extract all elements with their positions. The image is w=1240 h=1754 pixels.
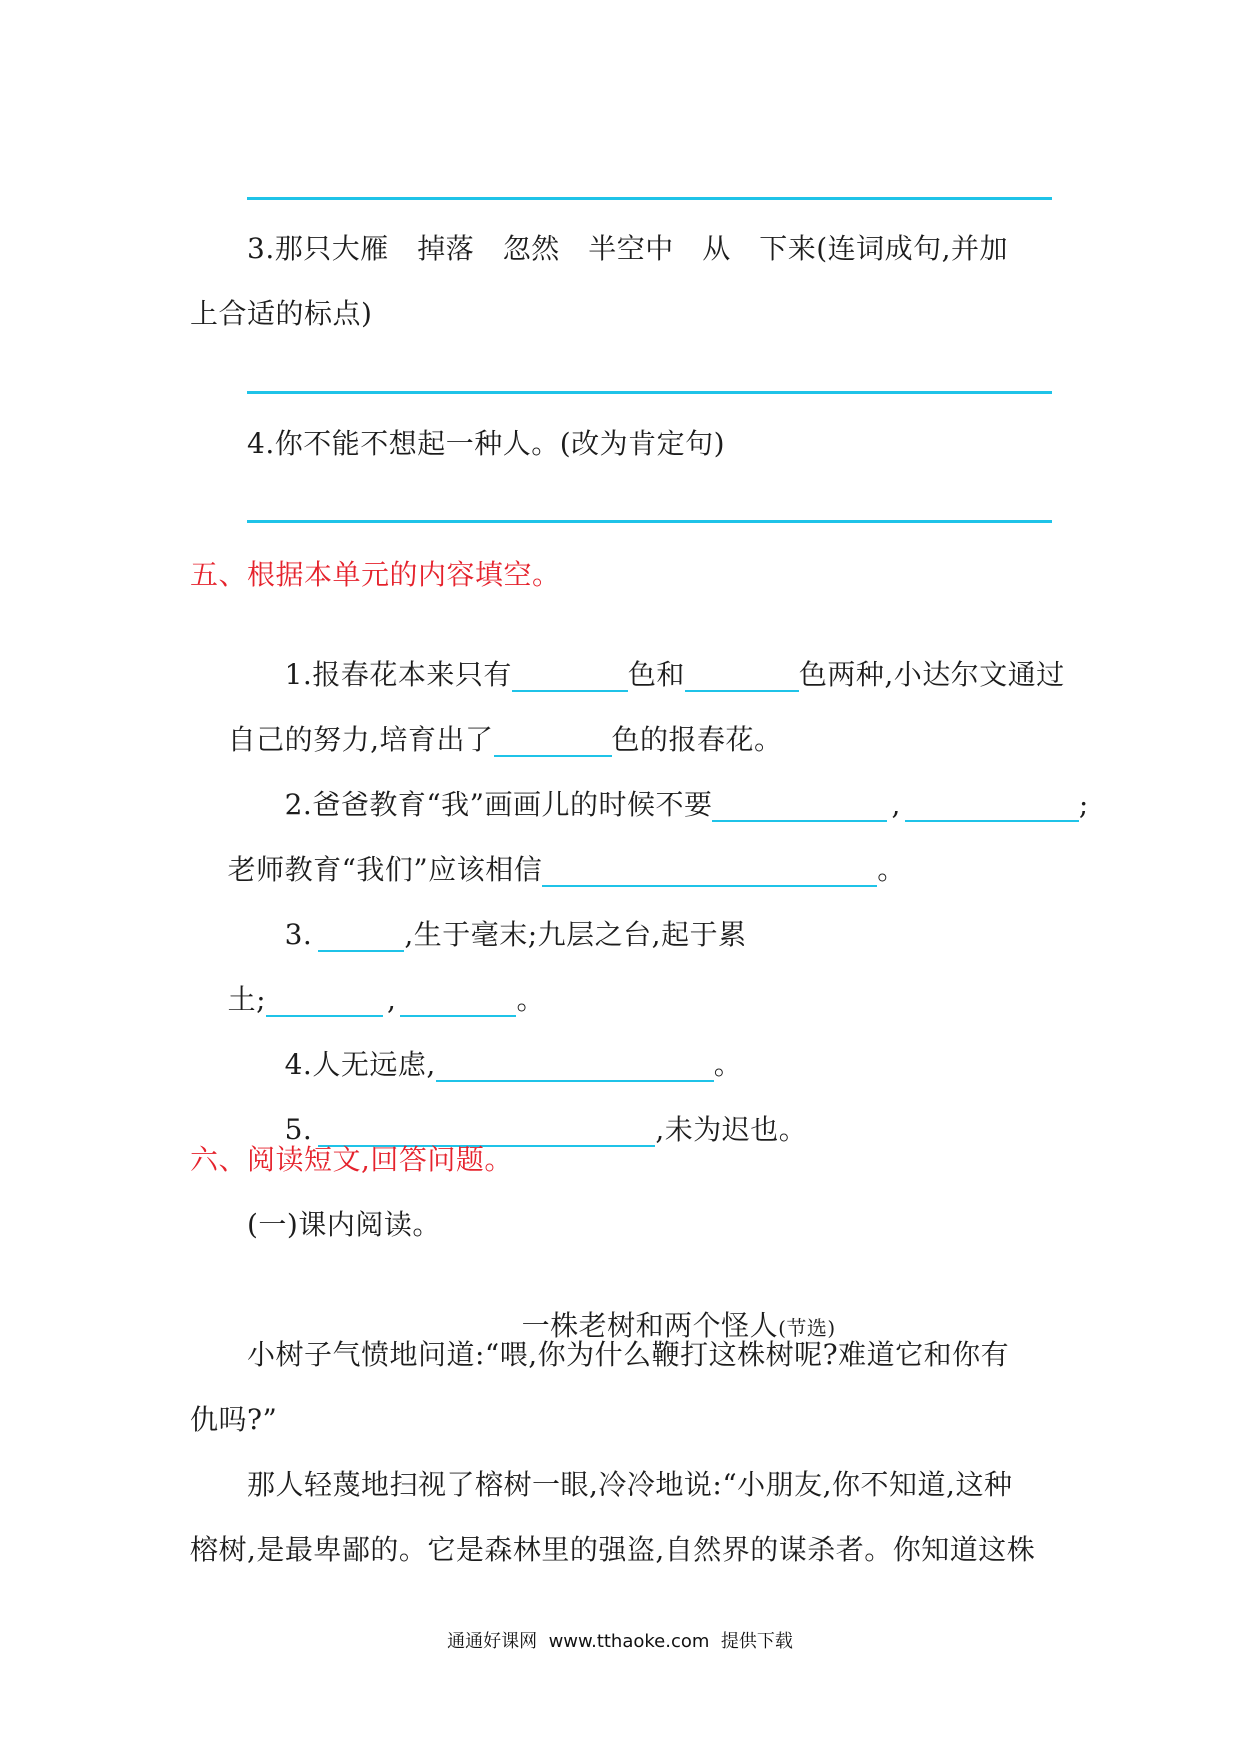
passage-line: 小树子气愤地问道:“喂,你为什么鞭打这株树呢?难道它和你有	[247, 1338, 1010, 1371]
fill-question-1-line-1	[247, 621, 1065, 691]
answer-line	[247, 520, 1052, 523]
passage-title	[484, 1272, 836, 1342]
question-text: ,生于毫末;九层之台,起于累	[404, 918, 747, 951]
section-6-heading: 六、阅读短文,回答问题。	[190, 1143, 513, 1176]
fill-question-5	[247, 1076, 808, 1146]
fill-blank	[905, 790, 1079, 822]
question-text: 4.人无远虑,	[284, 1048, 436, 1081]
passage-title-text: 一株老树和两个怪人	[521, 1309, 779, 1342]
question-text: 色的报春花。	[611, 723, 783, 756]
fill-question-1-line-2	[190, 686, 783, 756]
passage-line: 那人轻蔑地扫视了榕树一眼,冷冷地说:“小朋友,你不知道,这种	[247, 1468, 1013, 1501]
question-text: ,	[387, 983, 397, 1016]
fill-question-3-line-2	[190, 946, 545, 1016]
question-text: ,	[891, 788, 901, 821]
question-text: 色两种,小达尔文通过	[798, 658, 1065, 691]
question-text: 。	[713, 1048, 743, 1081]
question-text: 。	[516, 983, 545, 1016]
question-text: 老师教育“我们”应该相信	[227, 853, 543, 886]
passage-line: 榕树,是最卑鄙的。它是森林里的强盗,自然界的谋杀者。你知道这株	[190, 1533, 1036, 1566]
question-4: 4.你不能不想起一种人。(改为肯定句)	[247, 427, 726, 460]
question-text: 土;	[227, 983, 267, 1016]
passage-title-note: (节选)	[778, 1316, 836, 1340]
question-text: 1.报春花本来只有	[284, 658, 512, 691]
fill-question-2-line-2	[190, 816, 906, 886]
passage-line: 仇吗?”	[190, 1403, 278, 1436]
subsection-label: (一)课内阅读。	[247, 1208, 441, 1241]
question-text: 2.爸爸教育“我”画画儿的时候不要	[284, 788, 713, 821]
question-3-line-2: 上合适的标点)	[190, 297, 373, 330]
question-3-line-1: 3.那只大雁 掉落 忽然 半空中 从 下来(连词成句,并加	[247, 232, 1009, 265]
fill-question-4	[247, 1011, 743, 1081]
answer-line	[247, 197, 1052, 200]
page-footer: 通通好课网 www.tthaoke.com 提供下载	[447, 1631, 793, 1652]
question-text: 色和	[627, 658, 685, 691]
question-text: 3.	[284, 918, 313, 951]
question-text: 。	[877, 853, 906, 886]
question-text: ,未为迟也。	[655, 1113, 808, 1146]
fill-question-2-line-1	[247, 751, 1089, 821]
question-text: 自己的努力,培育出了	[227, 723, 494, 756]
question-text: ;	[1078, 788, 1089, 821]
fill-question-3-line-1	[247, 881, 747, 951]
answer-line	[247, 391, 1052, 394]
question-text: 5.	[284, 1113, 313, 1146]
section-5-heading: 五、根据本单元的内容填空。	[190, 558, 561, 591]
